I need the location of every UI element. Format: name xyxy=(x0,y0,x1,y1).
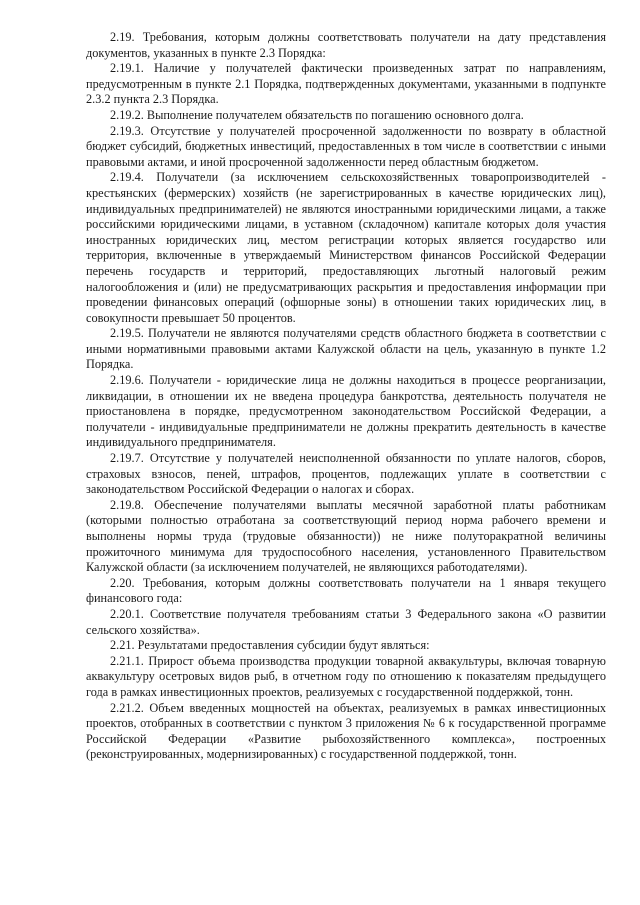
paragraph-2-19-3: 2.19.3. Отсутствие у получателей просроченной задолженности по возврату в областной бюджет субсидий, бюджетных инвестиций, предоставленных в том числе в соответствии с иными правовыми актами, и иной просроченной задолженности перед областным бюджетом. xyxy=(86,123,606,169)
paragraph-2-21: 2.21. Результатами предоставления субсидии будут являться: xyxy=(110,638,430,653)
paragraph-2-19-1: 2.19.1. Наличие у получателей фактически произведенных затрат по направлениям, предусмотренным в пункте 2.1 Порядка, подтвержденных документами, указанными в подпункте 2.3.2 пункта 2.3 Порядка. xyxy=(86,61,606,107)
paragraph-2-21-2: 2.21.2. Объем введенных мощностей на объектах, реализуемых в рамках инвестиционных проектов, отобранных в соответствии с пунктом 3 приложения № 6 к государственной программе Российской Федерации «Развитие рыбохозяйственного комплекса», построенных (реконструированных, модернизированных) с государственной поддержкой, тонн. xyxy=(86,700,606,762)
paragraph-2-19-7: 2.19.7. Отсутствие у получателей неисполненной обязанности по уплате налогов, сборов, страховых взносов, пеней, штрафов, процентов, подлежащих уплате в соответствии с законодательством Российской Федерации о налогах и сборах. xyxy=(86,451,606,497)
paragraph-2-19-4: 2.19.4. Получатели (за исключением сельскохозяйственных товаропроизводителей - крестьянских (фермерских) хозяйств (не зарегистрированных в качестве юридических лиц), индивидуальных предпринимателей) не являются иностранными юридическими лицами, а также российскими юридическими лицами, в уставном (складочном) капитале которых доля участия иностранных юридических лиц, местом регистрации которых является государство или территория, включенные в утверждаемый Министерством финансов Российской Федерации перечень государств и территорий, предоставляющих льготный налоговый режим налогообложения и (или) не предусматривающих раскрытия и предоставления информации при проведении финансовых операций (офшорные зоны) в отношении таких юридических лиц, в совокупности превышает 50 процентов. xyxy=(86,170,606,325)
paragraph-2-19-8: 2.19.8. Обеспечение получателями выплаты месячной заработной платы работникам (которыми полностью отработана за соответствующий период норма рабочего времени и выполнены нормы труда (трудовые обязанности)) не ниже полуторакратной величины прожиточного минимума для трудоспособного населения, установленного Правительством Калужской области (за исключением получателей, не являющихся работодателями). xyxy=(86,497,606,575)
paragraph-2-21-1: 2.21.1. Прирост объема производства продукции товарной аквакультуры, включая товарную аквакультуру осетровых видов рыб, в отчетном году по отношению к показателям предыдущего года в рамках инвестиционных проектов, реализуемых с государственной поддержкой, тонн. xyxy=(86,653,606,699)
paragraph-2-19-6: 2.19.6. Получатели - юридические лица не должны находиться в процессе реорганизации, ликвидации, в отношении их не введена процедура банкротства, деятельность получателя не приостановлена в порядке, предусмотренном законодательством Российской Федерации, а получатели - индивидуальные предприниматели не должны прекратить деятельность в качестве индивидуального предпринимателя. xyxy=(86,373,606,450)
paragraph-2-19-2: 2.19.2. Выполнение получателем обязательств по погашению основного долга. xyxy=(110,107,524,122)
paragraph-2-19: 2.19. Требования, которым должны соответствовать получатели на дату представления документов, указанных в пункте 2.3 Порядка: xyxy=(86,30,606,60)
paragraph-2-20: 2.20. Требования, которым должны соответствовать получатели на 1 января текущего финансового года: xyxy=(86,575,606,606)
paragraph-2-20-1: 2.20.1. Соответствие получателя требованиям статьи 3 Федерального закона «О развитии сельского хозяйства». xyxy=(86,606,606,637)
paragraph-2-19-5: 2.19.5. Получатели не являются получателями средств областного бюджета в соответствии с иными нормативными правовыми актами Калужской области на цель, указанную в пункте 1.2 Порядка. xyxy=(86,326,606,372)
